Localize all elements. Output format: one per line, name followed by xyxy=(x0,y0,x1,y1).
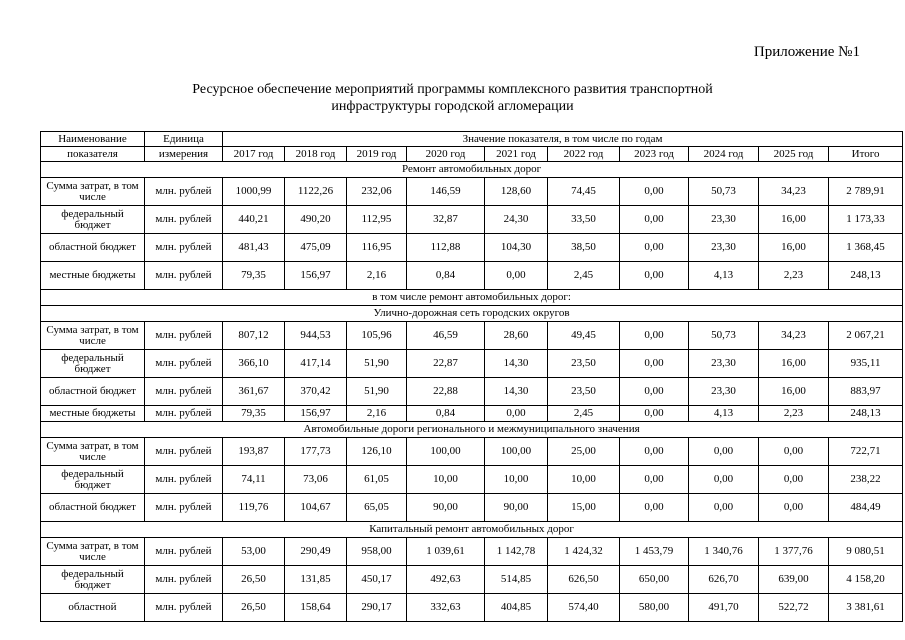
value-cell: 38,50 xyxy=(548,234,620,262)
value-cell: 14,30 xyxy=(485,378,548,406)
value-cell: 0,00 xyxy=(485,262,548,290)
resource-table xyxy=(40,131,903,622)
value-cell: 50,73 xyxy=(689,322,759,350)
value-cell: 46,59 xyxy=(407,322,485,350)
value-cell: 238,22 xyxy=(829,466,903,494)
value-cell: 639,00 xyxy=(759,566,829,594)
row-unit: млн. рублей xyxy=(145,494,223,522)
value-cell: 0,00 xyxy=(620,466,689,494)
table-row xyxy=(41,350,903,378)
table-row xyxy=(41,262,903,290)
value-cell: 0,00 xyxy=(620,262,689,290)
row-unit: млн. рублей xyxy=(145,566,223,594)
value-cell: 370,42 xyxy=(285,378,347,406)
section-row xyxy=(41,522,903,538)
value-cell: 104,30 xyxy=(485,234,548,262)
table-row xyxy=(41,538,903,566)
value-cell: 34,23 xyxy=(759,178,829,206)
value-cell: 0,00 xyxy=(620,234,689,262)
value-cell: 0,84 xyxy=(407,406,485,422)
row-unit: млн. рублей xyxy=(145,262,223,290)
row-indicator-name: федеральный бюджет xyxy=(41,350,145,378)
value-cell: 51,90 xyxy=(347,378,407,406)
appendix-label: Приложение №1 xyxy=(753,44,860,60)
value-cell: 10,00 xyxy=(548,466,620,494)
value-cell: 522,72 xyxy=(759,594,829,622)
row-unit: млн. рублей xyxy=(145,234,223,262)
value-cell: 156,97 xyxy=(285,262,347,290)
value-cell: 1 424,32 xyxy=(548,538,620,566)
value-cell: 4 158,20 xyxy=(829,566,903,594)
row-indicator-name: областной xyxy=(41,594,145,622)
row-indicator-name: федеральный бюджет xyxy=(41,206,145,234)
value-cell: 0,00 xyxy=(620,378,689,406)
value-cell: 1122,26 xyxy=(285,178,347,206)
value-cell: 4,13 xyxy=(689,262,759,290)
document-title xyxy=(0,81,905,115)
value-cell: 248,13 xyxy=(829,406,903,422)
value-cell: 2,45 xyxy=(548,406,620,422)
value-cell: 0,00 xyxy=(759,494,829,522)
document-title-line-1: Ресурсное обеспечение мероприятий программы комплексного развития транспортной xyxy=(192,82,713,97)
value-cell: 248,13 xyxy=(829,262,903,290)
value-cell: 53,00 xyxy=(223,538,285,566)
header-year: 2020 год xyxy=(407,147,485,162)
value-cell: 2 067,21 xyxy=(829,322,903,350)
value-cell: 232,06 xyxy=(347,178,407,206)
header-values-caption: Значение показателя, в том числе по годам xyxy=(223,132,903,147)
section-title: Капитальный ремонт автомобильных дорог xyxy=(41,522,903,538)
value-cell: 128,60 xyxy=(485,178,548,206)
header-row-2 xyxy=(41,147,903,162)
row-unit: млн. рублей xyxy=(145,438,223,466)
value-cell: 1 039,61 xyxy=(407,538,485,566)
value-cell: 23,30 xyxy=(689,350,759,378)
section-title: Автомобильные дороги регионального и межмуниципального значения xyxy=(41,422,903,438)
value-cell: 1 377,76 xyxy=(759,538,829,566)
value-cell: 23,30 xyxy=(689,206,759,234)
row-indicator-name: областной бюджет xyxy=(41,234,145,262)
row-unit: млн. рублей xyxy=(145,594,223,622)
value-cell: 28,60 xyxy=(485,322,548,350)
value-cell: 10,00 xyxy=(407,466,485,494)
value-cell: 23,30 xyxy=(689,234,759,262)
value-cell: 1 173,33 xyxy=(829,206,903,234)
value-cell: 79,35 xyxy=(223,406,285,422)
value-cell: 23,50 xyxy=(548,350,620,378)
value-cell: 0,00 xyxy=(620,178,689,206)
value-cell: 0,00 xyxy=(689,494,759,522)
value-cell: 361,67 xyxy=(223,378,285,406)
value-cell: 22,88 xyxy=(407,378,485,406)
value-cell: 626,50 xyxy=(548,566,620,594)
value-cell: 0,00 xyxy=(620,406,689,422)
value-cell: 490,20 xyxy=(285,206,347,234)
header-year: 2024 год xyxy=(689,147,759,162)
value-cell: 290,17 xyxy=(347,594,407,622)
value-cell: 626,70 xyxy=(689,566,759,594)
table-row xyxy=(41,594,903,622)
value-cell: 74,45 xyxy=(548,178,620,206)
value-cell: 492,63 xyxy=(407,566,485,594)
section-row xyxy=(41,162,903,178)
value-cell: 3 381,61 xyxy=(829,594,903,622)
section-title: в том числе ремонт автомобильных дорог: xyxy=(41,290,903,306)
value-cell: 0,00 xyxy=(759,438,829,466)
document-title-line-2: инфраструктуры городской агломерации xyxy=(331,99,574,114)
value-cell: 404,85 xyxy=(485,594,548,622)
value-cell: 484,49 xyxy=(829,494,903,522)
value-cell: 16,00 xyxy=(759,206,829,234)
value-cell: 34,23 xyxy=(759,322,829,350)
value-cell: 0,00 xyxy=(759,466,829,494)
section-row xyxy=(41,306,903,322)
value-cell: 1000,99 xyxy=(223,178,285,206)
value-cell: 2,45 xyxy=(548,262,620,290)
value-cell: 177,73 xyxy=(285,438,347,466)
value-cell: 0,00 xyxy=(689,438,759,466)
value-cell: 131,85 xyxy=(285,566,347,594)
row-unit: млн. рублей xyxy=(145,406,223,422)
value-cell: 0,00 xyxy=(620,438,689,466)
header-year: 2022 год xyxy=(548,147,620,162)
value-cell: 74,11 xyxy=(223,466,285,494)
value-cell: 14,30 xyxy=(485,350,548,378)
value-cell: 0,00 xyxy=(485,406,548,422)
value-cell: 944,53 xyxy=(285,322,347,350)
value-cell: 49,45 xyxy=(548,322,620,350)
value-cell: 332,63 xyxy=(407,594,485,622)
value-cell: 10,00 xyxy=(485,466,548,494)
header-year: 2023 год xyxy=(620,147,689,162)
value-cell: 2 789,91 xyxy=(829,178,903,206)
row-indicator-name: Сумма затрат, в том числе xyxy=(41,322,145,350)
value-cell: 26,50 xyxy=(223,594,285,622)
value-cell: 61,05 xyxy=(347,466,407,494)
value-cell: 574,40 xyxy=(548,594,620,622)
row-unit: млн. рублей xyxy=(145,206,223,234)
row-indicator-name: областной бюджет xyxy=(41,494,145,522)
value-cell: 0,00 xyxy=(620,494,689,522)
value-cell: 883,97 xyxy=(829,378,903,406)
table-row xyxy=(41,466,903,494)
value-cell: 440,21 xyxy=(223,206,285,234)
value-cell: 112,88 xyxy=(407,234,485,262)
value-cell: 104,67 xyxy=(285,494,347,522)
section-title: Ремонт автомобильных дорог xyxy=(41,162,903,178)
header-unit-line-2: измерения xyxy=(145,147,223,162)
row-indicator-name: Сумма затрат, в том числе xyxy=(41,538,145,566)
value-cell: 100,00 xyxy=(407,438,485,466)
value-cell: 158,64 xyxy=(285,594,347,622)
header-year: 2017 год xyxy=(223,147,285,162)
value-cell: 481,43 xyxy=(223,234,285,262)
row-unit: млн. рублей xyxy=(145,466,223,494)
value-cell: 16,00 xyxy=(759,234,829,262)
value-cell: 580,00 xyxy=(620,594,689,622)
value-cell: 2,16 xyxy=(347,406,407,422)
value-cell: 2,16 xyxy=(347,262,407,290)
table-row xyxy=(41,234,903,262)
value-cell: 1 368,45 xyxy=(829,234,903,262)
value-cell: 1 453,79 xyxy=(620,538,689,566)
row-unit: млн. рублей xyxy=(145,350,223,378)
section-row xyxy=(41,290,903,306)
value-cell: 4,13 xyxy=(689,406,759,422)
value-cell: 0,00 xyxy=(620,350,689,378)
table-row xyxy=(41,406,903,422)
header-row-1 xyxy=(41,132,903,147)
table-row xyxy=(41,178,903,206)
row-indicator-name: Сумма затрат, в том числе xyxy=(41,438,145,466)
value-cell: 417,14 xyxy=(285,350,347,378)
value-cell: 650,00 xyxy=(620,566,689,594)
value-cell: 16,00 xyxy=(759,350,829,378)
value-cell: 100,00 xyxy=(485,438,548,466)
table-row xyxy=(41,566,903,594)
header-year: Итого xyxy=(829,147,903,162)
table-row xyxy=(41,322,903,350)
value-cell: 1 142,78 xyxy=(485,538,548,566)
value-cell: 193,87 xyxy=(223,438,285,466)
value-cell: 25,00 xyxy=(548,438,620,466)
value-cell: 105,96 xyxy=(347,322,407,350)
value-cell: 475,09 xyxy=(285,234,347,262)
table-row xyxy=(41,438,903,466)
value-cell: 514,85 xyxy=(485,566,548,594)
value-cell: 90,00 xyxy=(485,494,548,522)
value-cell: 112,95 xyxy=(347,206,407,234)
row-unit: млн. рублей xyxy=(145,322,223,350)
row-indicator-name: областной бюджет xyxy=(41,378,145,406)
value-cell: 50,73 xyxy=(689,178,759,206)
section-row xyxy=(41,422,903,438)
header-year: 2019 год xyxy=(347,147,407,162)
value-cell: 0,84 xyxy=(407,262,485,290)
value-cell: 0,00 xyxy=(620,322,689,350)
row-unit: млн. рублей xyxy=(145,178,223,206)
value-cell: 16,00 xyxy=(759,378,829,406)
value-cell: 366,10 xyxy=(223,350,285,378)
value-cell: 79,35 xyxy=(223,262,285,290)
value-cell: 2,23 xyxy=(759,262,829,290)
row-unit: млн. рублей xyxy=(145,378,223,406)
value-cell: 2,23 xyxy=(759,406,829,422)
value-cell: 935,11 xyxy=(829,350,903,378)
value-cell: 23,50 xyxy=(548,378,620,406)
value-cell: 26,50 xyxy=(223,566,285,594)
value-cell: 90,00 xyxy=(407,494,485,522)
table-row xyxy=(41,206,903,234)
value-cell: 65,05 xyxy=(347,494,407,522)
value-cell: 15,00 xyxy=(548,494,620,522)
value-cell: 32,87 xyxy=(407,206,485,234)
value-cell: 450,17 xyxy=(347,566,407,594)
header-name-line-2: показателя xyxy=(41,147,145,162)
header-unit: Единица xyxy=(145,132,223,147)
header-year: 2025 год xyxy=(759,147,829,162)
value-cell: 116,95 xyxy=(347,234,407,262)
value-cell: 22,87 xyxy=(407,350,485,378)
row-indicator-name: федеральный бюджет xyxy=(41,566,145,594)
value-cell: 126,10 xyxy=(347,438,407,466)
value-cell: 119,76 xyxy=(223,494,285,522)
row-unit: млн. рублей xyxy=(145,538,223,566)
value-cell: 51,90 xyxy=(347,350,407,378)
table-row xyxy=(41,494,903,522)
value-cell: 1 340,76 xyxy=(689,538,759,566)
header-name: Наименование xyxy=(41,132,145,147)
value-cell: 290,49 xyxy=(285,538,347,566)
value-cell: 0,00 xyxy=(689,466,759,494)
value-cell: 23,30 xyxy=(689,378,759,406)
section-title: Улично-дорожная сеть городских округов xyxy=(41,306,903,322)
header-year: 2018 год xyxy=(285,147,347,162)
value-cell: 491,70 xyxy=(689,594,759,622)
value-cell: 722,71 xyxy=(829,438,903,466)
value-cell: 146,59 xyxy=(407,178,485,206)
header-year: 2021 год xyxy=(485,147,548,162)
row-indicator-name: федеральный бюджет xyxy=(41,466,145,494)
value-cell: 9 080,51 xyxy=(829,538,903,566)
table-row xyxy=(41,378,903,406)
value-cell: 73,06 xyxy=(285,466,347,494)
value-cell: 24,30 xyxy=(485,206,548,234)
row-indicator-name: местные бюджеты xyxy=(41,262,145,290)
value-cell: 807,12 xyxy=(223,322,285,350)
value-cell: 156,97 xyxy=(285,406,347,422)
row-indicator-name: Сумма затрат, в том числе xyxy=(41,178,145,206)
row-indicator-name: местные бюджеты xyxy=(41,406,145,422)
value-cell: 0,00 xyxy=(620,206,689,234)
value-cell: 33,50 xyxy=(548,206,620,234)
value-cell: 958,00 xyxy=(347,538,407,566)
